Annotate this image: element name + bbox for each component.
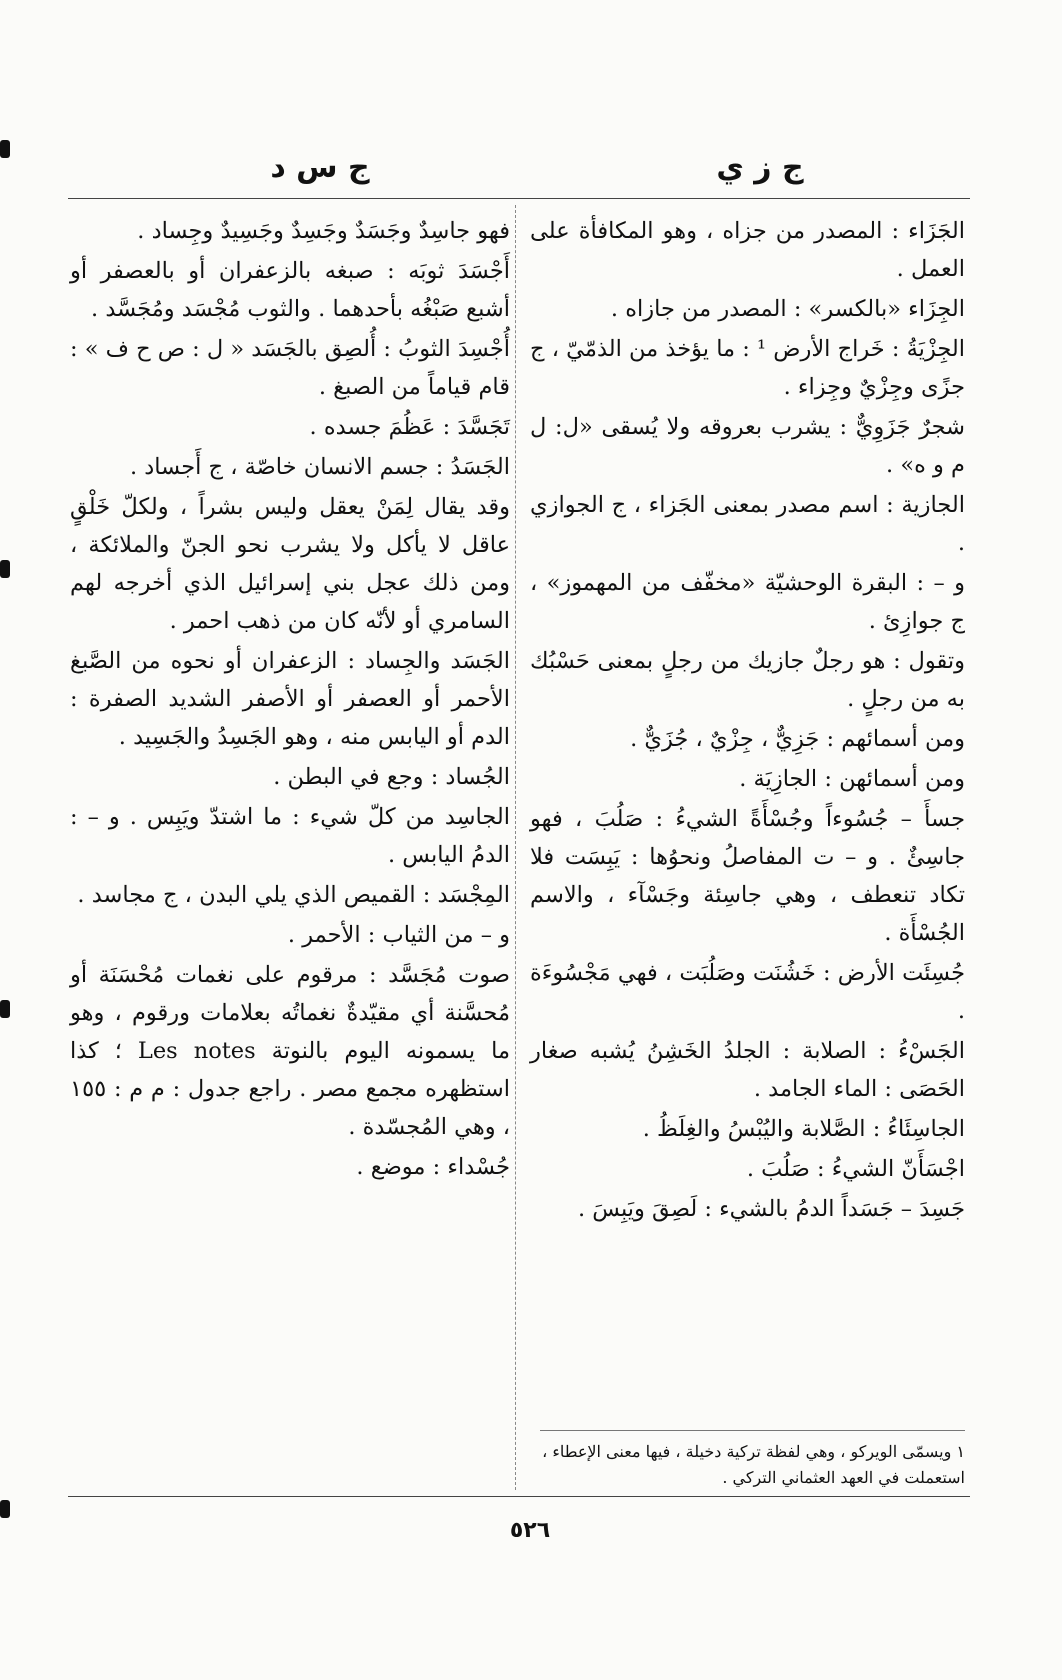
entry: ومن أسمائهم : جَزِيٌّ ، جِزْيٌ ، جُزَيٌّ . — [630, 726, 965, 752]
entry: الجِزَاء «بالكسر» : المصدر من جازاه . — [610, 296, 965, 322]
entry: الجاسِئَاءُ : الصَّلابة واليُبْسُ والغِلَظُ . — [642, 1116, 965, 1142]
running-header-left: ج س د — [270, 150, 370, 185]
binding-mark — [0, 1500, 10, 1518]
entry: المِجْسَد : القميص الذي يلي البدن ، ج مجاسد . — [77, 882, 510, 908]
entry: الجِزْيَةُ : خَراج الأرض ¹ : ما يؤخذ من الذمّيّ ، ج جزًى وجِزْيٌ وجِزاء . — [530, 336, 965, 400]
entry: جَسِدَ – جَسَداً الدمُ بالشيء : لَصِقَ ويَبِسَ . — [578, 1196, 965, 1222]
entry: الجَزَاء : المصدر من جزاه ، وهو المكافأة على العمل . — [530, 218, 965, 282]
entry: وتقول : هو رجلٌ جازيك من رجلٍ بمعنى حَسْبُك به من رجلٍ . — [530, 648, 965, 712]
entry: الجَسْءُ : الصلابة : الجلدُ الخَشِنُ يُشبه صغار الحَصَى : الماء الجامد . — [530, 1038, 965, 1102]
footer-rule — [68, 1496, 970, 1497]
binding-mark — [0, 1000, 10, 1018]
entry: شجرٌ جَزَوِيٌّ : يشرب بعروقه ولا يُسقى «ل: ل م و ه» . — [530, 414, 965, 478]
entry: الجازية : اسم مصدر بمعنى الجَزاء ، ج الجوازي . — [530, 492, 965, 556]
footnote: ١ ويسمّى الويركو ، وهي لفظة تركية دخيلة ، فيها معنى الإعطاء ، استعملت في العهد العثماني التركي . — [540, 1430, 965, 1491]
right-column — [530, 212, 965, 1230]
entry: الجَسَدُ : جسم الانسان خاصّة ، ج أَجساد . — [129, 454, 510, 480]
entry: صوت مُجَسَّد : مرقوم على نغمات مُحْسَنَة أو مُحسَّنة أي مقيّدةٌ نغماتُه بعلامات ورقوم ، وهو ما يسمونه اليوم بالنوتة Les notes ؛ كذا استظهره مجمع مصر . راجع جدول : م م : ١٥٥ ، وهي المُجسّدة . — [70, 962, 511, 1140]
entry: جُسِئَت الأرض : خَشُنَت وصَلُبَت ، فهي مَجْسُوءَة . — [530, 960, 965, 1024]
entry: تَجَسَّدَ : عَظُمَ جسده . — [309, 414, 510, 440]
entry: جسأَ – جُسُوءاً وجُسْأَةً الشيءُ : صَلُبَ ، فهو جاسِئٌ . و – ت المفاصلُ ونحوُها : يَبِسَت فلا تكاد تنعطف ، وهي جاسِئة وجَسْآء ، والاسم الجُسْأَة . — [530, 806, 965, 946]
entry: و – من الثياب : الأحمر . — [287, 922, 510, 948]
entry: و – : البقرة الوحشيّة «مخفّف من المهموز» ، ج جوازِئ . — [530, 570, 965, 634]
entry: جُسْداء : موضع . — [356, 1154, 510, 1180]
entry: ومن أسمائهن : الجازِيَة . — [739, 766, 965, 792]
entry: فهو جاسِدٌ وجَسَدٌ وجَسِدٌ وجَسِيدٌ وجِساد . — [137, 218, 510, 244]
entry: أَجْسَدَ ثوبَه : صبغه بالزعفران أو بالعصفر أو أشبع صَبْغُه بأحدهما . والثوب مُجْسَد ومُجَسَّد . — [70, 258, 510, 322]
entry: اجْسَأَنّ الشيءُ : صَلُبَ . — [746, 1156, 965, 1182]
entry: الجاسِد من كلّ شيء : ما اشتدّ ويَبِس . و – : الدمُ اليابس . — [70, 804, 510, 868]
running-header-right: ج ز ي — [716, 150, 804, 185]
entry: الجَسَد والجِساد : الزعفران أو نحوه من الصَّبغ الأحمر أو العصفر أو الأصفر الشديد الصفرة : الدم أو اليابس منه ، وهو الجَسِدُ والجَسِيد . — [70, 648, 510, 750]
entry: وقد يقال لِمَنْ يعقل وليس بشراً ، ولكلّ خَلْقٍ عاقل لا يأكل ولا يشرب نحو الجنّ والملائكة ، ومن ذلك عجل بني إسرائيل الذي أخرجه لهم السامري أو لأنّه كان من ذهب احمر . — [70, 494, 510, 634]
entry: الجُساد : وجع في البطن . — [273, 764, 510, 790]
column-divider — [515, 205, 516, 1490]
binding-mark — [0, 560, 10, 578]
header-rule — [68, 198, 970, 199]
binding-mark — [0, 140, 10, 158]
page-number: ٥٢٦ — [509, 1518, 551, 1543]
left-column — [70, 212, 510, 1188]
entry: أُجْسِدَ الثوبُ : أُلصِق بالجَسَد « ل : ص ح ف » : قام قياماً من الصبغ . — [69, 336, 510, 400]
